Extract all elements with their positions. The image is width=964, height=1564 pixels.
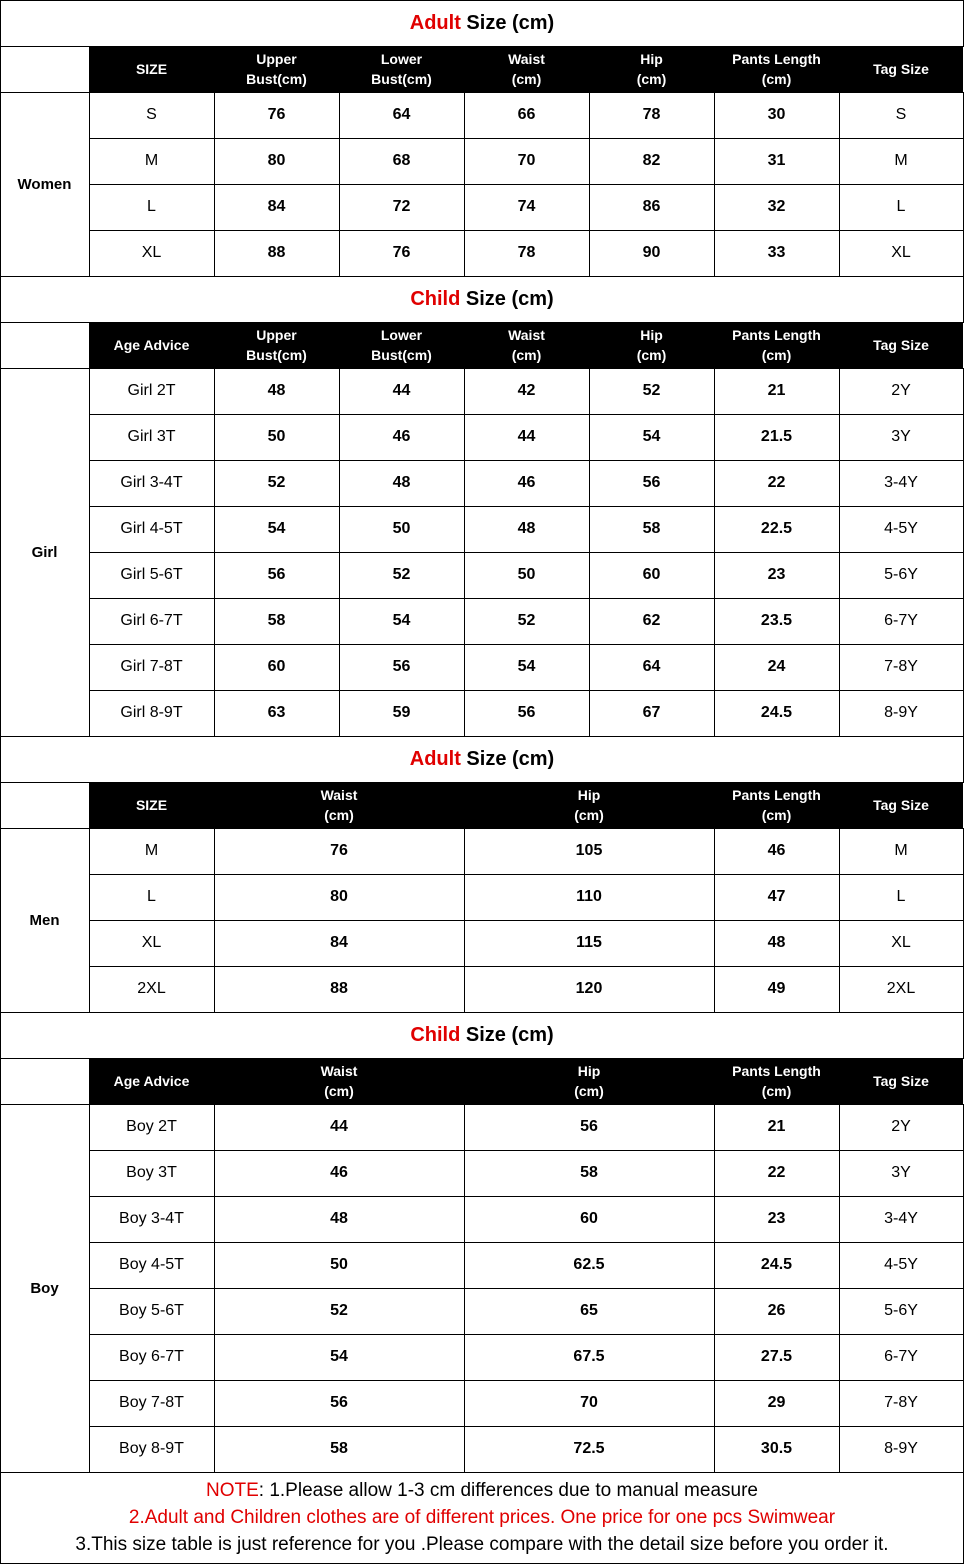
divider (839, 828, 840, 1012)
table-cell: 56 (517, 704, 536, 721)
group-label: Girl (31, 543, 58, 561)
table-cell: 70 (580, 1394, 598, 1411)
column-header (464, 1058, 714, 1104)
table-cell: 52 (642, 382, 661, 399)
note-line-3: 3.This size table is just reference for you .Please compare with the detail size before you order it. (75, 1534, 889, 1555)
table-cell: 42 (517, 382, 536, 399)
table-cell: 56 (392, 658, 411, 675)
divider (0, 736, 1, 782)
divider (464, 92, 465, 276)
column-header-label: Upper Bust(cm) (246, 51, 307, 87)
table-cell: 23 (767, 1210, 786, 1227)
table-cell: 54 (642, 428, 661, 445)
table-cell: 48 (267, 382, 286, 399)
table-cell: L (147, 888, 156, 905)
column-header (214, 322, 339, 368)
table-cell: 84 (330, 934, 348, 951)
section-title-accent: Adult (409, 11, 461, 34)
table-cell: 50 (392, 520, 411, 537)
table-cell: Boy 6-7T (119, 1348, 184, 1365)
table-cell: 21 (767, 382, 786, 399)
table-cell: 48 (517, 520, 536, 537)
column-header (839, 782, 963, 828)
table-cell: 58 (267, 612, 286, 629)
table-cell: 82 (642, 152, 661, 169)
table-cell: 58 (330, 1440, 348, 1457)
section-title-rest: Size (cm) (460, 287, 554, 310)
column-header-label: Age Advice (113, 337, 190, 353)
table-cell: 21.5 (760, 428, 793, 445)
divider (89, 828, 90, 1012)
column-header (464, 322, 589, 368)
table-cell: 64 (392, 106, 411, 123)
column-header-label: Age Advice (113, 1073, 190, 1089)
section-title-rest: Size (cm) (460, 11, 555, 34)
note-line-2: 2.Adult and Children clothes are of different prices. One price for one pcs Swimwear (128, 1507, 836, 1528)
column-header-label: SIZE (135, 61, 168, 77)
table-cell: 56 (330, 1394, 348, 1411)
table-cell: Girl 7-8T (120, 658, 183, 675)
column-header-label: Tag Size (873, 61, 929, 77)
table-cell: Girl 5-6T (120, 566, 183, 583)
divider (714, 828, 715, 1012)
column-header-label: Hip (cm) (574, 787, 604, 823)
table-cell: Boy 2T (126, 1118, 177, 1135)
table-cell: 23.5 (760, 612, 793, 629)
divider (0, 1012, 964, 1013)
section-title-accent: Adult (409, 747, 461, 770)
column-header (714, 322, 839, 368)
table-cell: 30.5 (760, 1440, 793, 1457)
table-cell: 62.5 (573, 1256, 605, 1273)
table-cell: 52 (392, 566, 411, 583)
table-cell: 26 (767, 1302, 786, 1319)
divider (0, 782, 1, 1012)
section-title (0, 1012, 964, 1058)
divider (464, 368, 465, 736)
column-header-label: Lower Bust(cm) (371, 327, 432, 363)
table-cell: 67 (642, 704, 661, 721)
column-header (214, 782, 464, 828)
table-cell: 33 (767, 244, 786, 261)
column-header-label: Pants Length (cm) (732, 1063, 821, 1099)
table-cell: 60 (580, 1210, 598, 1227)
table-cell: 44 (517, 428, 536, 445)
table-cell: M (894, 152, 908, 169)
table-cell: 50 (267, 428, 286, 445)
table-cell: 86 (642, 198, 661, 215)
divider (89, 1104, 90, 1472)
column-header (89, 782, 214, 828)
column-header (839, 1058, 963, 1104)
column-header-label: Pants Length (cm) (732, 327, 821, 363)
table-cell: Boy 8-9T (119, 1440, 184, 1457)
table-cell: Boy 3T (126, 1164, 177, 1181)
divider (839, 368, 840, 736)
table-cell: 58 (580, 1164, 598, 1181)
table-cell: 76 (267, 106, 286, 123)
section-title-rest: Size (cm) (460, 747, 555, 770)
column-header (214, 1058, 464, 1104)
table-cell: 70 (517, 152, 536, 169)
table-cell: 27.5 (760, 1348, 793, 1365)
table-cell: 78 (642, 106, 661, 123)
table-cell: 50 (330, 1256, 348, 1273)
column-header-label: Hip (cm) (636, 327, 667, 363)
table-cell: 4-5Y (884, 1256, 918, 1273)
column-header-label: Lower Bust(cm) (371, 51, 432, 87)
column-header (714, 782, 839, 828)
divider (589, 92, 590, 276)
divider (714, 1104, 715, 1472)
table-cell: 74 (517, 198, 536, 215)
table-cell: 54 (330, 1348, 348, 1365)
column-header-label: Waist (cm) (508, 327, 545, 363)
table-cell: 46 (767, 842, 786, 859)
table-cell: Girl 6-7T (120, 612, 183, 629)
section-title (0, 0, 964, 46)
table-cell: 105 (575, 842, 603, 859)
column-header (339, 322, 464, 368)
table-cell: 80 (267, 152, 286, 169)
table-cell: 44 (392, 382, 411, 399)
column-header (714, 46, 839, 92)
table-cell: 29 (767, 1394, 786, 1411)
table-cell: 22 (767, 474, 786, 491)
table-cell: 88 (267, 244, 286, 261)
table-cell: Girl 4-5T (120, 520, 183, 537)
table-cell: 76 (330, 842, 348, 859)
table-cell: 4-5Y (884, 520, 918, 537)
table-cell: 5-6Y (884, 1302, 918, 1319)
table-cell: 68 (392, 152, 411, 169)
table-cell: 58 (642, 520, 661, 537)
table-cell: 2Y (891, 382, 911, 399)
section-title-rest: Size (cm) (460, 1023, 554, 1046)
table-cell: 46 (330, 1164, 348, 1181)
table-cell: 2XL (137, 980, 166, 997)
table-cell: 47 (767, 888, 786, 905)
column-header (464, 46, 589, 92)
table-cell: 46 (517, 474, 536, 491)
table-cell: 52 (330, 1302, 348, 1319)
table-cell: 52 (517, 612, 536, 629)
table-cell: XL (891, 244, 911, 261)
table-cell: 64 (642, 658, 661, 675)
note-line-1-text: : 1.Please allow 1-3 cm differences due to manual measure (258, 1480, 758, 1501)
table-cell: S (895, 106, 907, 123)
table-cell: Girl 3T (127, 428, 176, 445)
table-cell: 7-8Y (884, 658, 918, 675)
table-cell: 6-7Y (884, 1348, 918, 1365)
divider (0, 0, 1, 46)
table-cell: 56 (642, 474, 661, 491)
group-label: Boy (30, 1279, 59, 1297)
note-label: NOTE (206, 1480, 259, 1501)
divider (214, 1104, 215, 1472)
table-cell: 59 (392, 704, 411, 721)
column-header (89, 322, 214, 368)
table-cell: 63 (267, 704, 286, 721)
table-cell: Girl 3-4T (120, 474, 183, 491)
divider (0, 276, 964, 277)
table-cell: 30 (767, 106, 786, 123)
table-cell: XL (891, 934, 911, 951)
table-cell: 22.5 (760, 520, 793, 537)
table-cell: 3Y (891, 428, 911, 445)
divider (339, 92, 340, 276)
table-cell: 56 (267, 566, 286, 583)
column-header (89, 1058, 214, 1104)
column-header-label: Hip (cm) (636, 51, 667, 87)
table-cell: 8-9Y (884, 1440, 918, 1457)
divider (0, 1472, 964, 1473)
table-cell: XL (141, 244, 162, 261)
column-header-label: Waist (cm) (508, 51, 545, 87)
table-cell: 49 (767, 980, 786, 997)
section-title-accent: Child (410, 1023, 461, 1046)
table-cell: 24.5 (760, 1256, 793, 1273)
divider (339, 368, 340, 736)
table-cell: 120 (575, 980, 603, 997)
group-label: Women (17, 175, 72, 193)
table-cell: 78 (517, 244, 536, 261)
divider (464, 1104, 465, 1472)
column-header-label: Waist (cm) (320, 787, 358, 823)
table-cell: 72.5 (573, 1440, 605, 1457)
table-cell: 76 (392, 244, 411, 261)
table-cell: 3-4Y (884, 474, 918, 491)
table-cell: 5-6Y (884, 566, 918, 583)
table-cell: M (894, 842, 908, 859)
table-cell: 8-9Y (884, 704, 918, 721)
divider (0, 46, 1, 276)
table-cell: 80 (330, 888, 348, 905)
divider (0, 322, 1, 736)
table-cell: 48 (330, 1210, 348, 1227)
column-header-label: Tag Size (873, 797, 929, 813)
table-cell: 24 (767, 658, 786, 675)
divider (0, 736, 964, 737)
divider (0, 276, 1, 322)
column-header-label: Waist (cm) (320, 1063, 358, 1099)
group-label: Men (29, 911, 60, 929)
column-header (714, 1058, 839, 1104)
table-cell: 62 (642, 612, 661, 629)
table-cell: 31 (767, 152, 786, 169)
column-header (839, 322, 963, 368)
column-header-label: Tag Size (873, 1073, 929, 1089)
section-title (0, 736, 964, 782)
table-cell: 46 (392, 428, 411, 445)
table-cell: L (147, 198, 156, 215)
table-cell: 65 (580, 1302, 598, 1319)
table-cell: 32 (767, 198, 786, 215)
table-cell: 24.5 (760, 704, 793, 721)
column-header-label: Upper Bust(cm) (246, 327, 307, 363)
table-cell: 67.5 (573, 1348, 605, 1365)
table-cell: 115 (576, 934, 602, 951)
table-cell: 2XL (886, 980, 916, 997)
table-cell: Boy 4-5T (119, 1256, 184, 1273)
table-cell: 60 (642, 566, 661, 583)
table-cell: Boy 5-6T (119, 1302, 184, 1319)
divider (214, 368, 215, 736)
table-cell: 60 (267, 658, 286, 675)
divider (0, 1012, 1, 1058)
table-cell: 2Y (891, 1118, 911, 1135)
table-cell: L (896, 888, 906, 905)
table-cell: 48 (392, 474, 411, 491)
divider (0, 0, 964, 1)
table-cell: 7-8Y (884, 1394, 918, 1411)
table-cell: 88 (330, 980, 348, 997)
table-cell: 110 (576, 888, 602, 905)
table-cell: 54 (517, 658, 536, 675)
table-cell: 72 (392, 198, 411, 215)
table-cell: 3-4Y (884, 1210, 918, 1227)
table-cell: M (144, 152, 159, 169)
column-header-label: SIZE (135, 797, 168, 813)
divider (464, 828, 465, 1012)
table-cell: Boy 7-8T (119, 1394, 184, 1411)
divider (839, 1104, 840, 1472)
table-cell: 6-7Y (884, 612, 918, 629)
section-title-accent: Child (410, 287, 461, 310)
table-cell: 66 (517, 106, 536, 123)
column-header (589, 46, 714, 92)
table-cell: 23 (767, 566, 786, 583)
table-cell: 22 (767, 1164, 786, 1181)
column-header (339, 46, 464, 92)
table-cell: Boy 3-4T (119, 1210, 184, 1227)
column-header (214, 46, 339, 92)
table-cell: Girl 8-9T (120, 704, 183, 721)
divider (89, 92, 90, 276)
divider (214, 828, 215, 1012)
divider (89, 368, 90, 736)
table-cell: 90 (642, 244, 661, 261)
table-cell: L (896, 198, 906, 215)
divider (0, 1058, 1, 1472)
column-header (89, 46, 214, 92)
table-cell: S (146, 106, 157, 123)
table-cell: 21 (767, 1118, 786, 1135)
column-header-label: Pants Length (cm) (732, 787, 821, 823)
divider (214, 92, 215, 276)
table-cell: 54 (392, 612, 411, 629)
column-header-label: Hip (cm) (574, 1063, 604, 1099)
table-cell: 56 (580, 1118, 598, 1135)
table-cell: 3Y (891, 1164, 911, 1181)
divider (714, 92, 715, 276)
table-cell: M (144, 842, 159, 859)
divider (0, 1472, 1, 1564)
table-cell: 52 (267, 474, 286, 491)
divider (839, 92, 840, 276)
section-title (0, 276, 964, 322)
table-cell: 84 (267, 198, 286, 215)
table-cell: 44 (330, 1118, 348, 1135)
column-header-label: Tag Size (873, 337, 929, 353)
column-header-label: Pants Length (cm) (732, 51, 821, 87)
table-cell: XL (141, 934, 162, 951)
column-header (839, 46, 963, 92)
column-header (589, 322, 714, 368)
table-cell: 54 (267, 520, 286, 537)
table-cell: Girl 2T (127, 382, 176, 399)
divider (589, 368, 590, 736)
column-header (464, 782, 714, 828)
table-cell: 50 (517, 566, 536, 583)
table-cell: 48 (767, 934, 786, 951)
divider (714, 368, 715, 736)
note-line-1 (0, 1480, 964, 1502)
